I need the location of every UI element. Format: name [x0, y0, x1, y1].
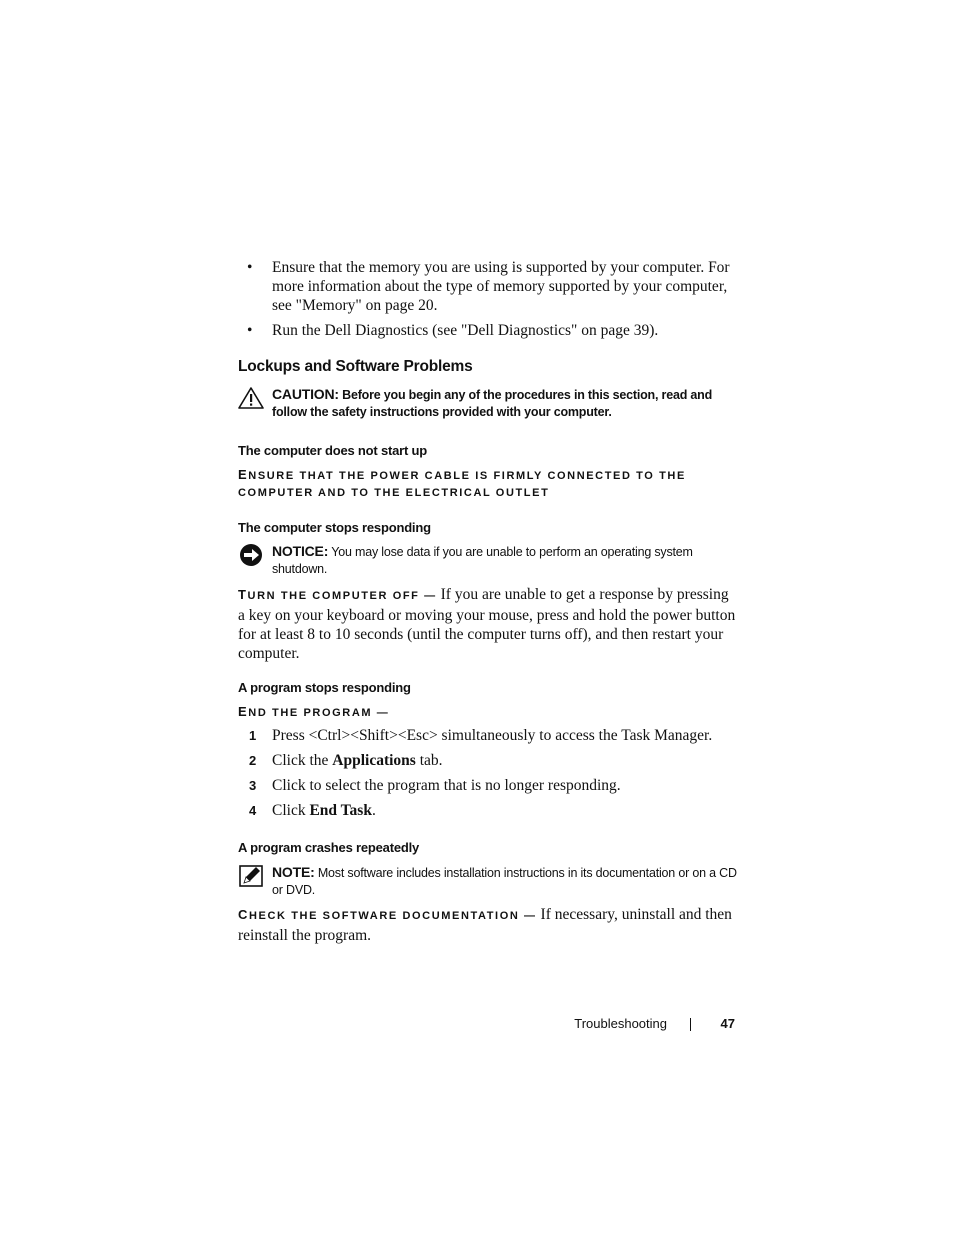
bullet-text: Run the Dell Diagnostics (see "Dell Diagnostics" on page 39). — [272, 322, 659, 339]
subheading-program-crashes: A program crashes repeatedly — [238, 840, 420, 855]
turn-off-paragraph — [238, 585, 738, 663]
list-item — [238, 258, 738, 315]
step-list — [238, 726, 738, 826]
bullet-marker: • — [247, 322, 253, 339]
caution-text: Before you begin any of the procedures in this section, read and follow the safety instructions provided with your computer. — [272, 388, 713, 419]
runin-text: URN THE COMPUTER OFF — — [247, 590, 437, 602]
step-text-end: tab. — [415, 752, 443, 769]
step-text: Press <Ctrl><Shift><Esc> simultaneously to access the Task Manager. — [272, 727, 713, 744]
step-number: 3 — [249, 778, 257, 793]
instruction-text: NSURE THAT THE POWER CABLE IS FIRMLY CONNECTED TO THE COMPUTER AND TO THE ELECTRICAL OUTLET — [238, 470, 686, 499]
footer-divider — [690, 1018, 691, 1031]
page-number: 47 — [720, 1016, 735, 1031]
instruction-power-cable — [238, 466, 738, 502]
note-text: Most software includes installation instructions in its documentation or on a CD or DVD. — [272, 866, 737, 897]
runin-initial: T — [238, 587, 248, 602]
step-item — [238, 801, 738, 820]
notice-label: NOTICE: — [272, 543, 329, 559]
note-block — [238, 864, 738, 899]
step-ui-term: Applications — [332, 752, 416, 769]
step-text-end: . — [371, 802, 376, 819]
paragraph-text: If necessary, uninstall and then reinstall the program. — [238, 906, 732, 944]
step-text: Click — [272, 802, 310, 819]
step-item — [238, 726, 738, 745]
step-number: 4 — [249, 803, 257, 818]
subheading-program-stops: A program stops responding — [238, 680, 411, 695]
step-number: 1 — [249, 728, 257, 743]
footer-section-name: Troubleshooting — [574, 1016, 667, 1031]
subheading-stops-responding: The computer stops responding — [238, 520, 431, 535]
caution-triangle-icon — [238, 386, 264, 410]
step-item — [238, 776, 738, 795]
runin-initial: C — [238, 907, 249, 922]
step-text: Click to select the program that is no longer responding. — [272, 777, 621, 794]
section-title: Lockups and Software Problems — [238, 358, 473, 375]
step-number: 2 — [249, 753, 257, 768]
notice-arrow-icon — [238, 543, 264, 567]
subheading-not-start: The computer does not start up — [238, 443, 428, 458]
step-item — [238, 751, 738, 770]
caution-label: CAUTION: — [272, 386, 339, 402]
list-item — [238, 321, 738, 340]
paragraph-text: If you are unable to get a response by pressing a key on your keyboard or moving your mouse, press and hold the power button for at least 8 to 10 seconds (until the computer turns off), and then restart your computer. — [238, 586, 736, 662]
step-ui-term: End Task — [309, 802, 372, 819]
runin-text: HECK THE SOFTWARE DOCUMENTATION — — [249, 910, 537, 922]
bullet-text: Ensure that the memory you are using is supported by your computer. For more information about the type of memory supported by your computer, see "Memory" on page 20. — [272, 259, 730, 314]
instruction-end-program — [238, 703, 738, 722]
step-text: Click the — [272, 752, 333, 769]
instruction-text: ND THE PROGRAM — — [248, 707, 390, 719]
instruction-initial: E — [238, 704, 249, 719]
note-pencil-icon — [238, 864, 264, 888]
bullet-marker: • — [247, 259, 253, 276]
bullet-list — [238, 258, 738, 346]
instruction-initial: E — [238, 467, 249, 482]
check-documentation-paragraph — [238, 905, 738, 945]
caution-block — [238, 386, 738, 421]
notice-block — [238, 543, 738, 578]
notice-text: You may lose data if you are unable to perform an operating system shutdown. — [272, 545, 693, 576]
note-label: NOTE: — [272, 864, 315, 880]
